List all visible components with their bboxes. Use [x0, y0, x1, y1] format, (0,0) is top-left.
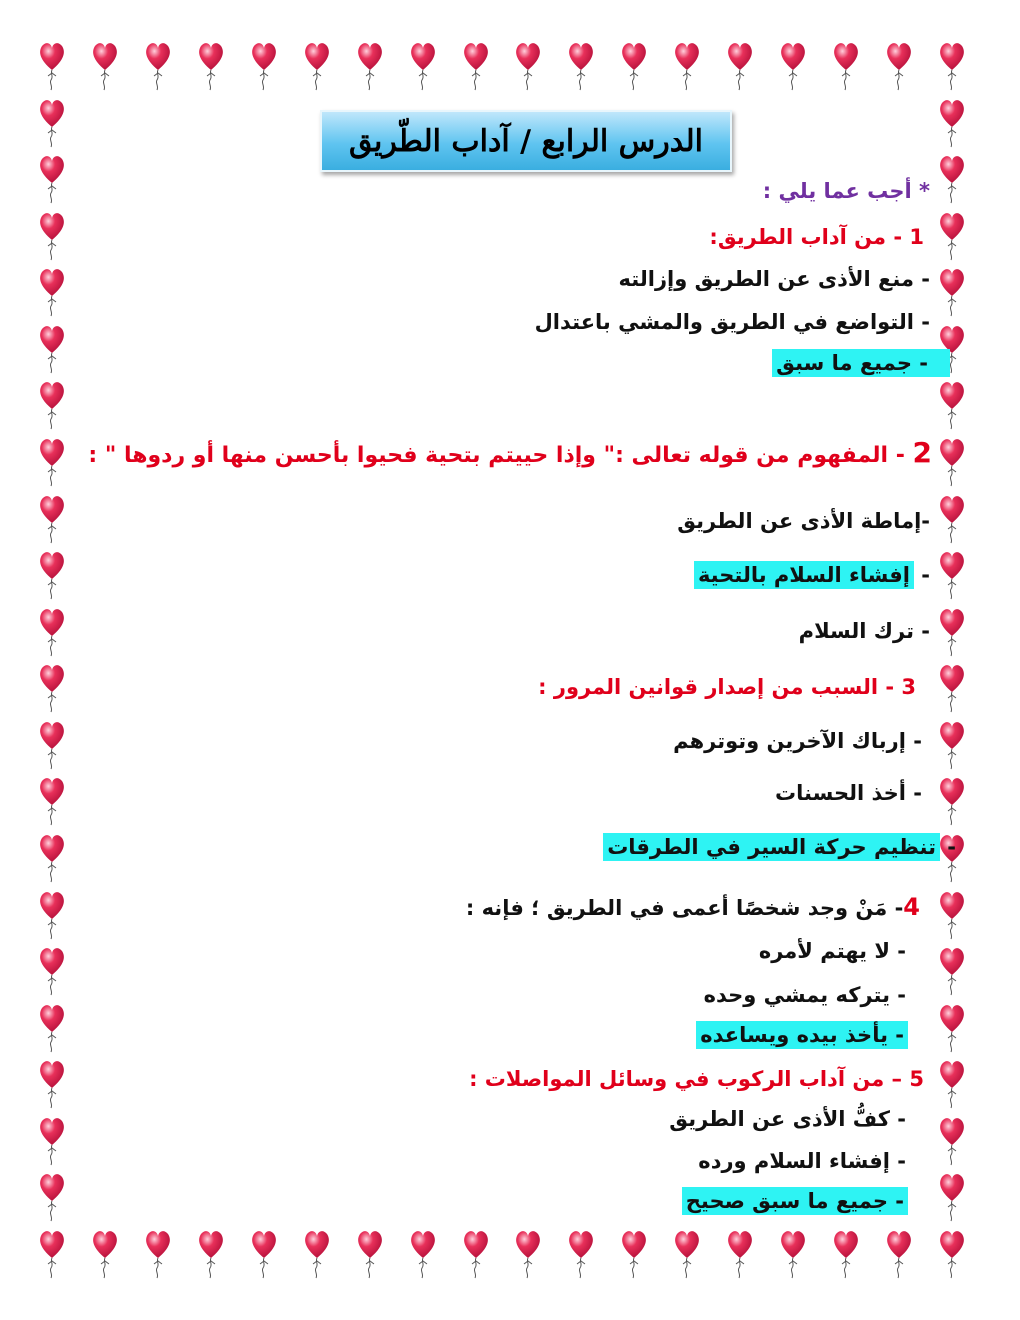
heart-balloon-icon: [938, 662, 966, 714]
heart-balloon-icon: [938, 945, 966, 997]
heart-balloon-icon: [38, 945, 66, 997]
heart-balloon-icon: [885, 1228, 913, 1280]
heart-balloon-icon: [38, 323, 66, 375]
heart-balloon-icon: [38, 1115, 66, 1167]
heart-balloon-icon: [38, 1171, 66, 1223]
heart-balloon-icon: [938, 210, 966, 262]
heart-balloon-icon: [38, 719, 66, 771]
heart-balloon-icon: [38, 40, 66, 92]
heart-balloon-icon: [38, 97, 66, 149]
question-1-option-1: - منع الأذى عن الطريق وإزالته: [618, 267, 930, 291]
heart-balloon-icon: [779, 40, 807, 92]
heart-balloon-icon: [91, 1228, 119, 1280]
heart-balloon-icon: [514, 1228, 542, 1280]
heart-balloon-icon: [938, 1058, 966, 1110]
heart-balloon-icon: [356, 40, 384, 92]
heart-balloon-icon: [673, 40, 701, 92]
question-2-number: 2: [912, 436, 932, 469]
question-2-option-2-row: [694, 560, 930, 590]
heart-balloon-icon: [938, 889, 966, 941]
heart-balloon-icon: [938, 493, 966, 545]
heart-balloon-icon: [938, 436, 966, 488]
heart-balloon-icon: [38, 210, 66, 262]
question-5-option-3-answer: - جميع ما سبق صحيح: [682, 1187, 908, 1215]
question-3-option-2: - أخذ الحسنات: [775, 781, 922, 805]
heart-balloon-icon: [938, 379, 966, 431]
heart-balloon-icon: [303, 40, 331, 92]
question-1-option-2: - التواضع في الطريق والمشي باعتدال: [534, 310, 930, 334]
question-1-prompt: 1 - من آداب الطريق:: [709, 225, 924, 249]
heart-balloon-icon: [38, 1002, 66, 1054]
heart-balloon-icon: [885, 40, 913, 92]
heart-balloon-icon: [38, 493, 66, 545]
option-dash: -: [921, 563, 930, 587]
question-5-option-1: - كفُّ الأذى عن الطريق: [669, 1107, 906, 1131]
question-2-prompt: - المفهوم من قوله تعالى :" وإذا حييتم بتحية فحيوا بأحسن منها أو ردوها " :: [88, 443, 905, 468]
instruction-heading: * أجب عما يلي :: [762, 179, 930, 203]
heart-balloon-icon: [197, 40, 225, 92]
question-4-option-1: - لا يهتم لأمره: [758, 939, 906, 963]
heart-balloon-icon: [144, 1228, 172, 1280]
question-2-option-3: - ترك السلام: [798, 619, 930, 643]
heart-balloon-icon: [938, 549, 966, 601]
heart-balloon-icon: [514, 40, 542, 92]
heart-balloon-icon: [38, 266, 66, 318]
heart-balloon-icon: [38, 549, 66, 601]
question-5-prompt: – من آداب الركوب في وسائل المواصلات :: [469, 1067, 903, 1091]
heart-balloon-icon: [938, 1002, 966, 1054]
heart-balloon-icon: [938, 1115, 966, 1167]
option-dash: -: [947, 835, 956, 859]
heart-balloon-icon: [91, 40, 119, 92]
heart-balloon-icon: [303, 1228, 331, 1280]
question-3-prompt: 3 - السبب من إصدار قوانين المرور :: [538, 675, 916, 699]
question-4-prompt-row: [466, 892, 920, 923]
lesson-title: الدرس الرابع / آداب الطّريق: [348, 123, 704, 159]
heart-balloon-icon: [38, 832, 66, 884]
heart-balloon-icon: [938, 266, 966, 318]
question-2-prompt-row: [88, 438, 932, 471]
heart-balloon-icon: [938, 97, 966, 149]
heart-balloon-icon: [409, 40, 437, 92]
heart-balloon-icon: [38, 153, 66, 205]
heart-balloon-icon: [250, 40, 278, 92]
heart-balloon-icon: [620, 1228, 648, 1280]
heart-balloon-icon: [38, 1228, 66, 1280]
heart-balloon-icon: [144, 40, 172, 92]
question-5-number: 5: [909, 1067, 924, 1091]
question-3-option-3-answer: تنظيم حركة السير في الطرقات: [603, 833, 940, 861]
heart-balloon-icon: [38, 775, 66, 827]
heart-balloon-icon: [938, 606, 966, 658]
heart-balloon-icon: [779, 1228, 807, 1280]
heart-balloon-icon: [673, 1228, 701, 1280]
heart-balloon-icon: [356, 1228, 384, 1280]
question-3-option-3-row: [603, 832, 956, 862]
question-4-option-3-answer: - يأخذ بيده ويساعده: [696, 1021, 908, 1049]
heart-balloon-icon: [938, 1171, 966, 1223]
heart-balloon-icon: [250, 1228, 278, 1280]
question-2-option-1: -إماطة الأذى عن الطريق: [677, 509, 930, 533]
heart-balloon-icon: [197, 1228, 225, 1280]
heart-balloon-icon: [462, 40, 490, 92]
heart-balloon-icon: [462, 1228, 490, 1280]
question-1-option-3-answer: - جميع ما سبق: [772, 349, 950, 377]
heart-balloon-icon: [620, 40, 648, 92]
heart-balloon-icon: [409, 1228, 437, 1280]
heart-balloon-icon: [832, 40, 860, 92]
lesson-title-box: [320, 110, 732, 172]
heart-balloon-icon: [567, 40, 595, 92]
heart-balloon-icon: [726, 1228, 754, 1280]
heart-balloon-icon: [726, 40, 754, 92]
question-3-option-1: - إرباك الآخرين وتوترهم: [673, 729, 922, 753]
heart-balloon-icon: [938, 1228, 966, 1280]
heart-balloon-icon: [38, 436, 66, 488]
heart-balloon-icon: [38, 606, 66, 658]
heart-balloon-icon: [38, 662, 66, 714]
question-5-prompt-row: [469, 1064, 924, 1094]
question-2-option-2-answer: إفشاء السلام بالتحية: [694, 561, 914, 589]
heart-balloon-icon: [38, 889, 66, 941]
question-4-prompt: - مَنْ وجد شخصًا أعمى في الطريق ؛ فإنه :: [465, 896, 904, 920]
question-4-number: 4: [903, 893, 920, 921]
heart-balloon-icon: [38, 379, 66, 431]
heart-balloon-icon: [832, 1228, 860, 1280]
question-5-option-2: - إفشاء السلام ورده: [698, 1149, 906, 1173]
heart-balloon-icon: [938, 719, 966, 771]
heart-balloon-icon: [938, 775, 966, 827]
question-4-option-2: - يتركه يمشي وحده: [703, 983, 906, 1007]
heart-balloon-icon: [938, 40, 966, 92]
heart-balloon-icon: [38, 1058, 66, 1110]
heart-balloon-icon: [938, 153, 966, 205]
heart-balloon-icon: [567, 1228, 595, 1280]
